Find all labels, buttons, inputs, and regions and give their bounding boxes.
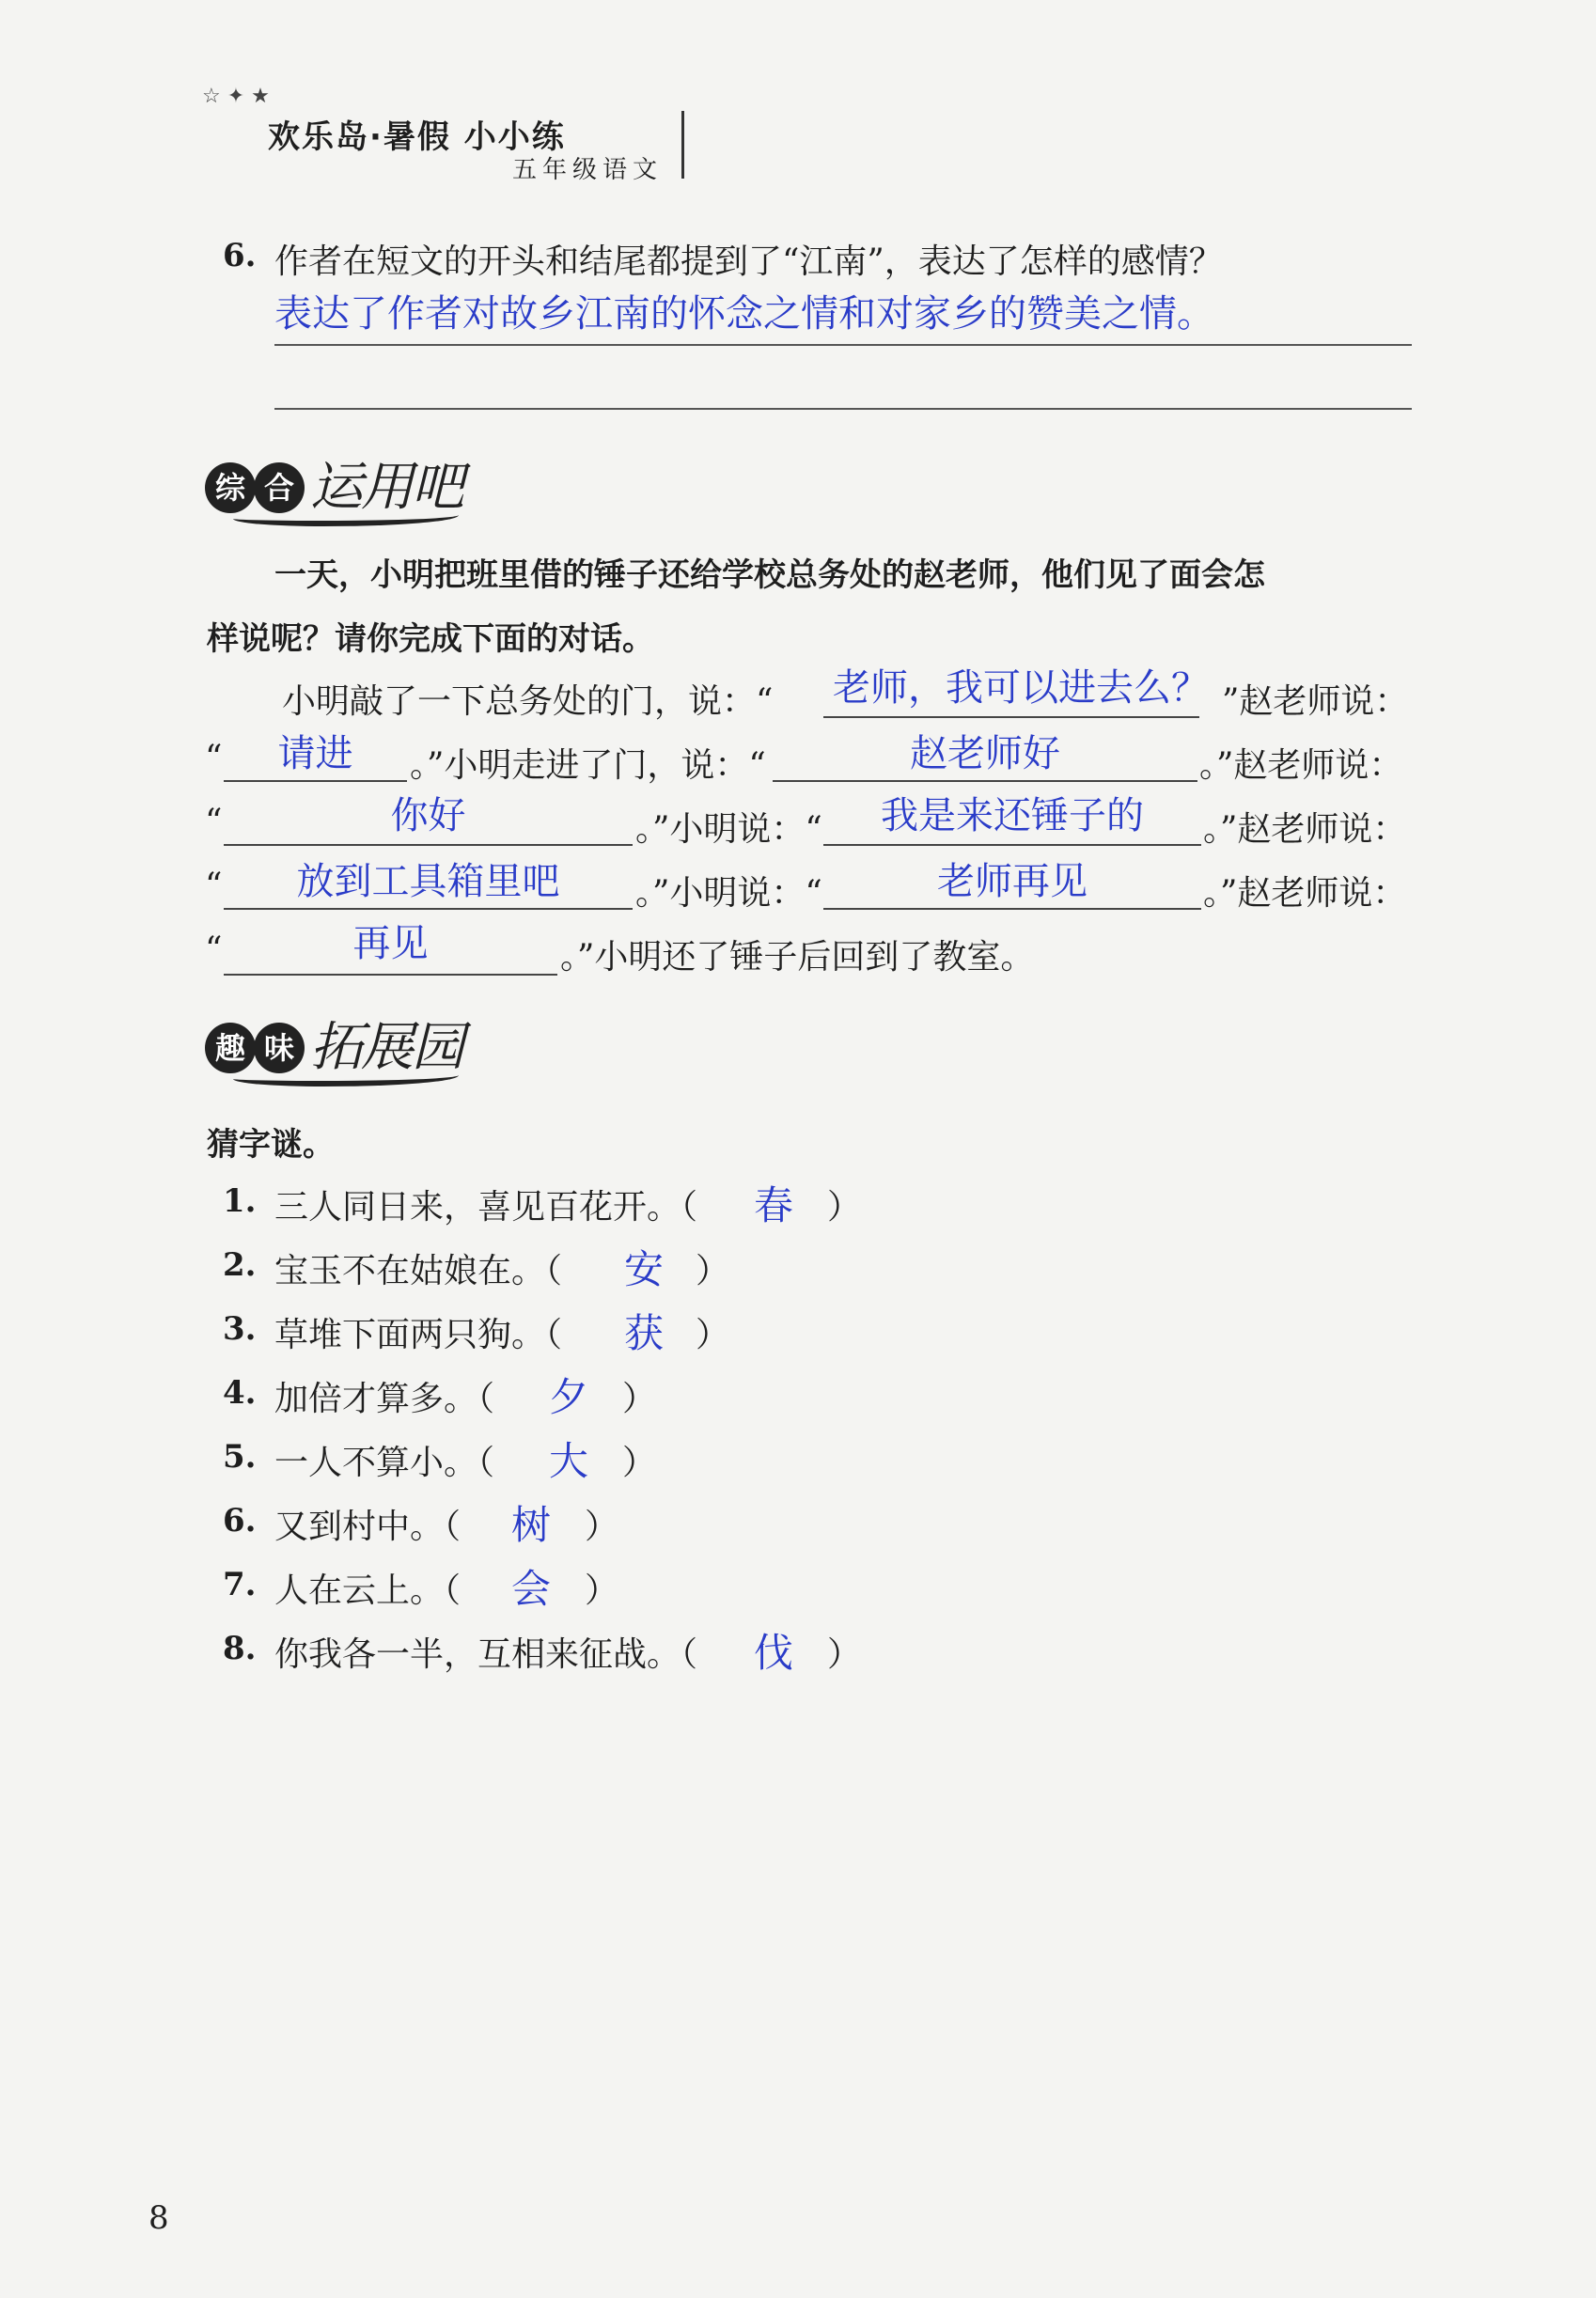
question-answer: 表达了作者对故乡江南的怀念之情和对家乡的赞美之情。	[274, 292, 1214, 336]
riddle-number: 7.	[223, 1566, 257, 1603]
dialogue-text: “	[205, 930, 223, 969]
riddle-answer: 树	[510, 1502, 551, 1548]
badge-char: 综	[205, 462, 256, 513]
riddle-heading: 猜字谜。	[207, 1126, 335, 1164]
riddle-number: 6.	[223, 1502, 257, 1540]
riddle-text: 又到村中。（	[274, 1508, 462, 1546]
dialogue-text: 小明敲了一下总务处的门，说：“	[282, 682, 774, 721]
dialogue-text: 。”小明还了锤子后回到了教室。	[560, 938, 1035, 977]
badge-char: 合	[254, 462, 305, 513]
riddle-number: 4.	[223, 1374, 257, 1412]
close-paren: ）	[622, 1444, 657, 1482]
dialogue-answer: 赵老师好	[910, 732, 1060, 775]
page-number: 8	[149, 2199, 169, 2237]
riddle-text: 草堆下面两只狗。（	[274, 1316, 563, 1354]
answer-blank	[224, 908, 633, 910]
riddle-number: 5.	[223, 1438, 257, 1476]
dialogue-answer: 老师，我可以进去么？	[833, 666, 1209, 710]
riddle-answer: 伐	[753, 1630, 793, 1676]
question-number: 6.	[223, 237, 257, 274]
answer-blank	[224, 780, 407, 782]
header-divider	[681, 111, 684, 179]
riddle-text: 加倍才算多。（	[274, 1380, 495, 1418]
header-subtitle: 五年级语文	[512, 156, 664, 184]
dialogue-text: 。”小明说：“	[635, 874, 822, 913]
dialogue-answer: 再见	[352, 922, 429, 965]
riddle-text: 三人同日来，喜见百花开。（	[274, 1188, 698, 1227]
riddle-answer: 春	[753, 1182, 793, 1228]
section-badge-apply	[205, 451, 487, 526]
answer-line	[274, 408, 1412, 410]
close-paren: ）	[827, 1635, 862, 1674]
riddle-answer: 安	[623, 1246, 664, 1292]
close-paren: ）	[622, 1380, 657, 1418]
dialogue-text: 。”赵老师说：	[1203, 810, 1407, 849]
riddle-text: 宝玉不在姑娘在。（	[274, 1252, 563, 1290]
dialogue-answer: 你好	[390, 794, 466, 837]
close-paren: ）	[585, 1571, 619, 1610]
dialogue-answer: 老师再见	[937, 860, 1087, 903]
dialogue-text: 。”小明走进了门，说：“	[410, 746, 766, 785]
riddle-number: 1.	[223, 1182, 257, 1220]
close-paren: ）	[585, 1508, 619, 1546]
badge-swoosh	[233, 1068, 459, 1086]
badge-char: 趣	[205, 1023, 256, 1073]
close-paren: ）	[827, 1188, 862, 1227]
prompt-line: 样说呢？请你完成下面的对话。	[207, 620, 654, 658]
dialogue-text: “	[205, 739, 223, 777]
riddle-answer: 获	[623, 1310, 664, 1356]
badge-title: 拓展园	[310, 1017, 462, 1078]
section-badge-fun	[205, 1011, 487, 1086]
answer-blank	[823, 908, 1201, 910]
answer-blank	[224, 974, 557, 976]
question-text: 作者在短文的开头和结尾都提到了“江南”，表达了怎样的感情？	[274, 242, 1223, 281]
dialogue-text: “	[205, 867, 223, 905]
badge-char: 味	[254, 1023, 305, 1073]
dialogue-answer: 我是来还锤子的	[881, 794, 1144, 837]
badge-swoosh	[233, 508, 459, 526]
riddle-number: 2.	[223, 1246, 257, 1284]
dialogue-text: 。”赵老师说：	[1199, 746, 1403, 785]
dialogue-text: 。”赵老师说：	[1203, 874, 1407, 913]
riddle-text: 人在云上。（	[274, 1571, 462, 1610]
header-title: 欢乐岛·暑假 小小练	[268, 118, 566, 156]
riddle-number: 8.	[223, 1630, 257, 1667]
close-paren: ）	[696, 1316, 730, 1354]
dialogue-text: 。”小明说：“	[635, 810, 822, 849]
stars-decoration-icon: ☆ ✦ ★	[202, 85, 270, 108]
answer-blank	[823, 716, 1199, 718]
riddle-text: 你我各一半，互相来征战。（	[274, 1635, 698, 1674]
dialogue-answer: 放到工具箱里吧	[296, 860, 560, 903]
answer-line	[274, 344, 1412, 346]
prompt-line: 一天，小明把班里借的锤子还给学校总务处的赵老师，他们见了面会怎	[274, 556, 1265, 594]
dialogue-text: “	[205, 803, 223, 841]
close-paren: ）	[696, 1252, 730, 1290]
dialogue-answer: 请进	[277, 732, 353, 775]
riddle-text: 一人不算小。（	[274, 1444, 495, 1482]
answer-blank	[823, 844, 1201, 846]
riddle-answer: 夕	[548, 1374, 588, 1420]
answer-blank	[224, 844, 633, 846]
riddle-answer: 会	[510, 1566, 551, 1612]
riddle-answer: 大	[548, 1438, 588, 1484]
badge-title: 运用吧	[310, 457, 462, 518]
dialogue-text: ”赵老师说：	[1222, 682, 1409, 721]
answer-blank	[773, 780, 1197, 782]
riddle-number: 3.	[223, 1310, 257, 1348]
